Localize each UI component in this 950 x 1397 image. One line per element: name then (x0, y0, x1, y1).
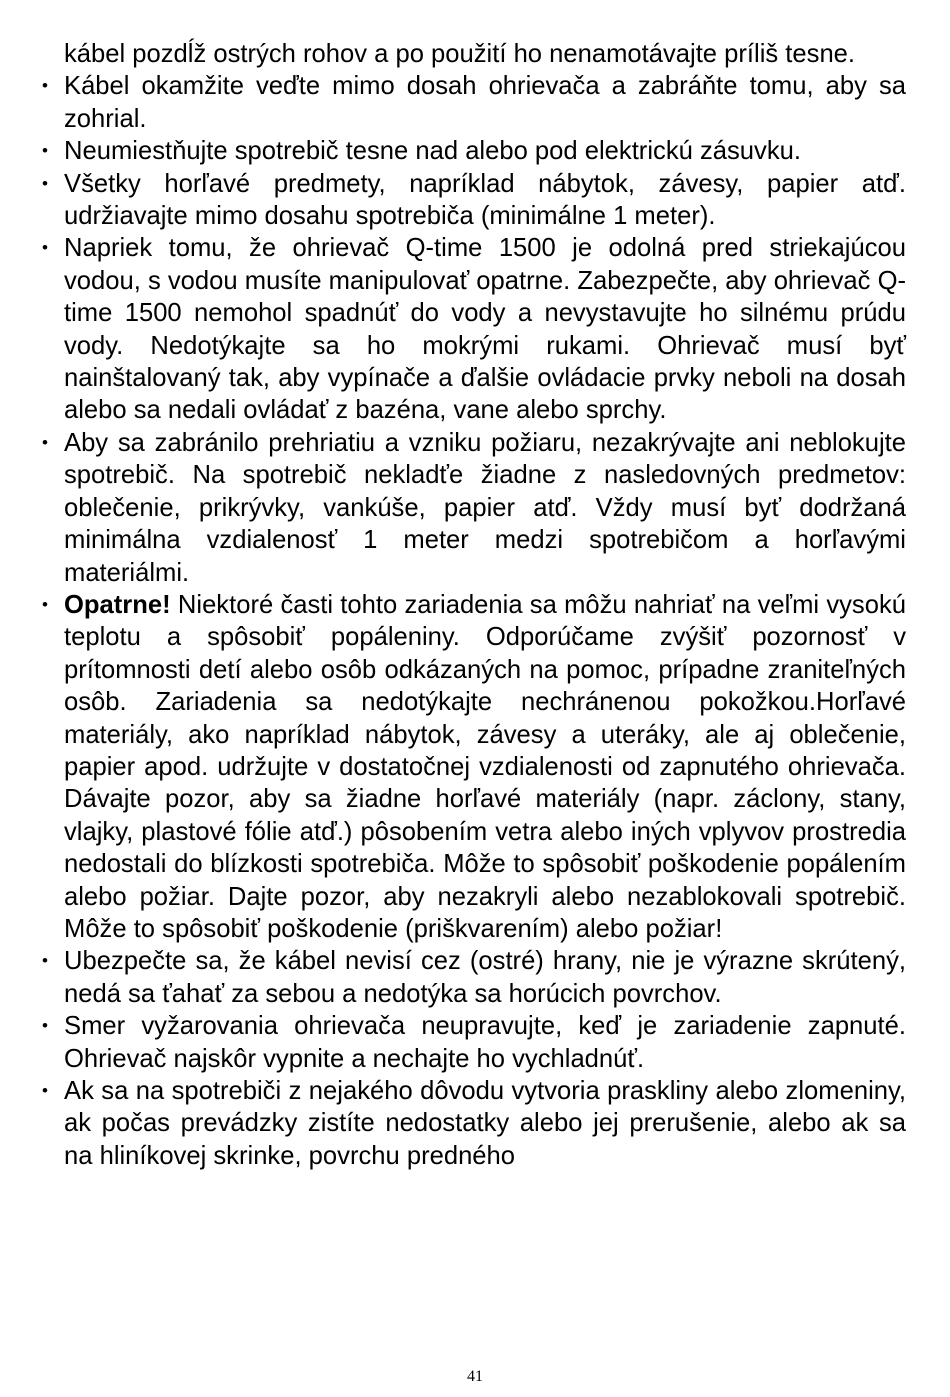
list-item (42, 945, 906, 1010)
bullet-icon: • (42, 141, 48, 161)
list-item (42, 135, 906, 167)
item-text: Aby sa zabránilo prehriatiu a vzniku požiaru, nezakrývajte ani neblokujte spotrebič. Na spotrebič nekladťe žiadne z nasledovných predmetov: oblečenie, prikrývky, vankúše, papier atď. Vždy musí byť dodržaná minimálna vzdialenosť 1 meter medzi spotrebičom a horľavými materiálmi. (64, 428, 906, 587)
list-item (42, 589, 906, 945)
bullet-icon: • (42, 594, 48, 614)
bullet-icon: • (42, 76, 48, 96)
item-text: Kábel okamžite veďte mimo dosah ohrievača a zabráňte tomu, aby sa zohrial. (64, 72, 906, 133)
list-item (42, 232, 906, 426)
safety-instructions (42, 38, 906, 1172)
list-item (42, 1010, 906, 1075)
item-text: Niektoré časti tohto zariadenia sa môžu nahriať na veľmi vysokú teplotu a spôsobiť popáleniny. Odporúčame zvýšiť pozornosť v prítomnosti detí alebo osôb odkázaných na pomoc, prípadne zraniteľných osôb. Zariadenia sa nedotýkajte nechránenou pokožkou.Horľavé materiály, ako napríklad nábytok, závesy a uteráky, ale aj oblečenie, papier apod. udržujte v dostatočnej vzdialenosti od zapnutého ohrievača. Dávajte pozor, aby sa žiadne horľavé materiály (napr. záclony, stany, vlajky, plastové fólie atď.) pôsobením vetra alebo iných vplyvov prostredia nedostali do blízkosti spotrebiča. Môže to spôsobiť poškodenie popálením alebo požiar. Dajte pozor, aby nezakryli alebo nezablokovali spotrebič. Môže to spôsobiť poškodenie (priškvarením) alebo požiar! (64, 590, 906, 943)
bullet-list (42, 70, 906, 1172)
bullet-icon: • (42, 951, 48, 971)
item-text: Všetky horľavé predmety, napríklad nábytok, závesy, papier atď. udržiavajte mimo dosahu spotrebiča (minimálne 1 meter). (64, 169, 906, 231)
warning-label: Opatrne! (64, 590, 171, 619)
list-item (42, 168, 906, 233)
bullet-icon: • (42, 1016, 48, 1036)
list-item (42, 1075, 906, 1172)
bullet-icon: • (42, 173, 48, 193)
bullet-icon: • (42, 238, 48, 258)
list-item (42, 427, 906, 589)
item-text: Napriek tomu, že ohrievač Q-time 1500 je odolná pred striekajúcou vodou, s vodou musíte manipulovať opatrne. Zabezpečte, aby ohrievač Q-time 1500 nemohol spadnúť do vody a nevystavujte ho silnému prúdu vody. Nedotýkajte sa ho mokrými rukami. Ohrievač musí byť nainštalovaný tak, aby vypínače a ďalšie ovládacie prvky neboli na dosah alebo sa nedali ovládať z bazéna, vane alebo sprchy. (64, 234, 906, 425)
item-text: Ak sa na spotrebiči z nejakého dôvodu vytvoria praskliny alebo zlomeniny, ak počas prevádzky zistíte nedostatky alebo jej prerušenie, alebo ak sa na hliníkovej skrinke, povrchu predného (64, 1077, 906, 1170)
item-text: Ubezpečte sa, že kábel nevisí cez (ostré) hrany, nie je výrazne skrútený, nedá sa ťahať za sebou a nedotýka sa horúcich povrchov. (64, 947, 906, 1008)
bullet-icon: • (42, 1081, 48, 1100)
page-number: 41 (467, 1368, 483, 1385)
item-text: Smer vyžarovania ohrievača neupravujte, keď je zariadenie zapnuté. Ohrievač najskôr vypnite a nechajte ho vychladnúť. (64, 1012, 906, 1073)
continuation-paragraph: kábel pozdĺž ostrých rohov a po použití ho nenamotávajte príliš tesne. (64, 40, 856, 68)
list-item (42, 70, 906, 135)
item-text: Neumiestňujte spotrebič tesne nad alebo pod elektrickú zásuvku. (64, 137, 801, 166)
bullet-icon: • (42, 432, 48, 452)
